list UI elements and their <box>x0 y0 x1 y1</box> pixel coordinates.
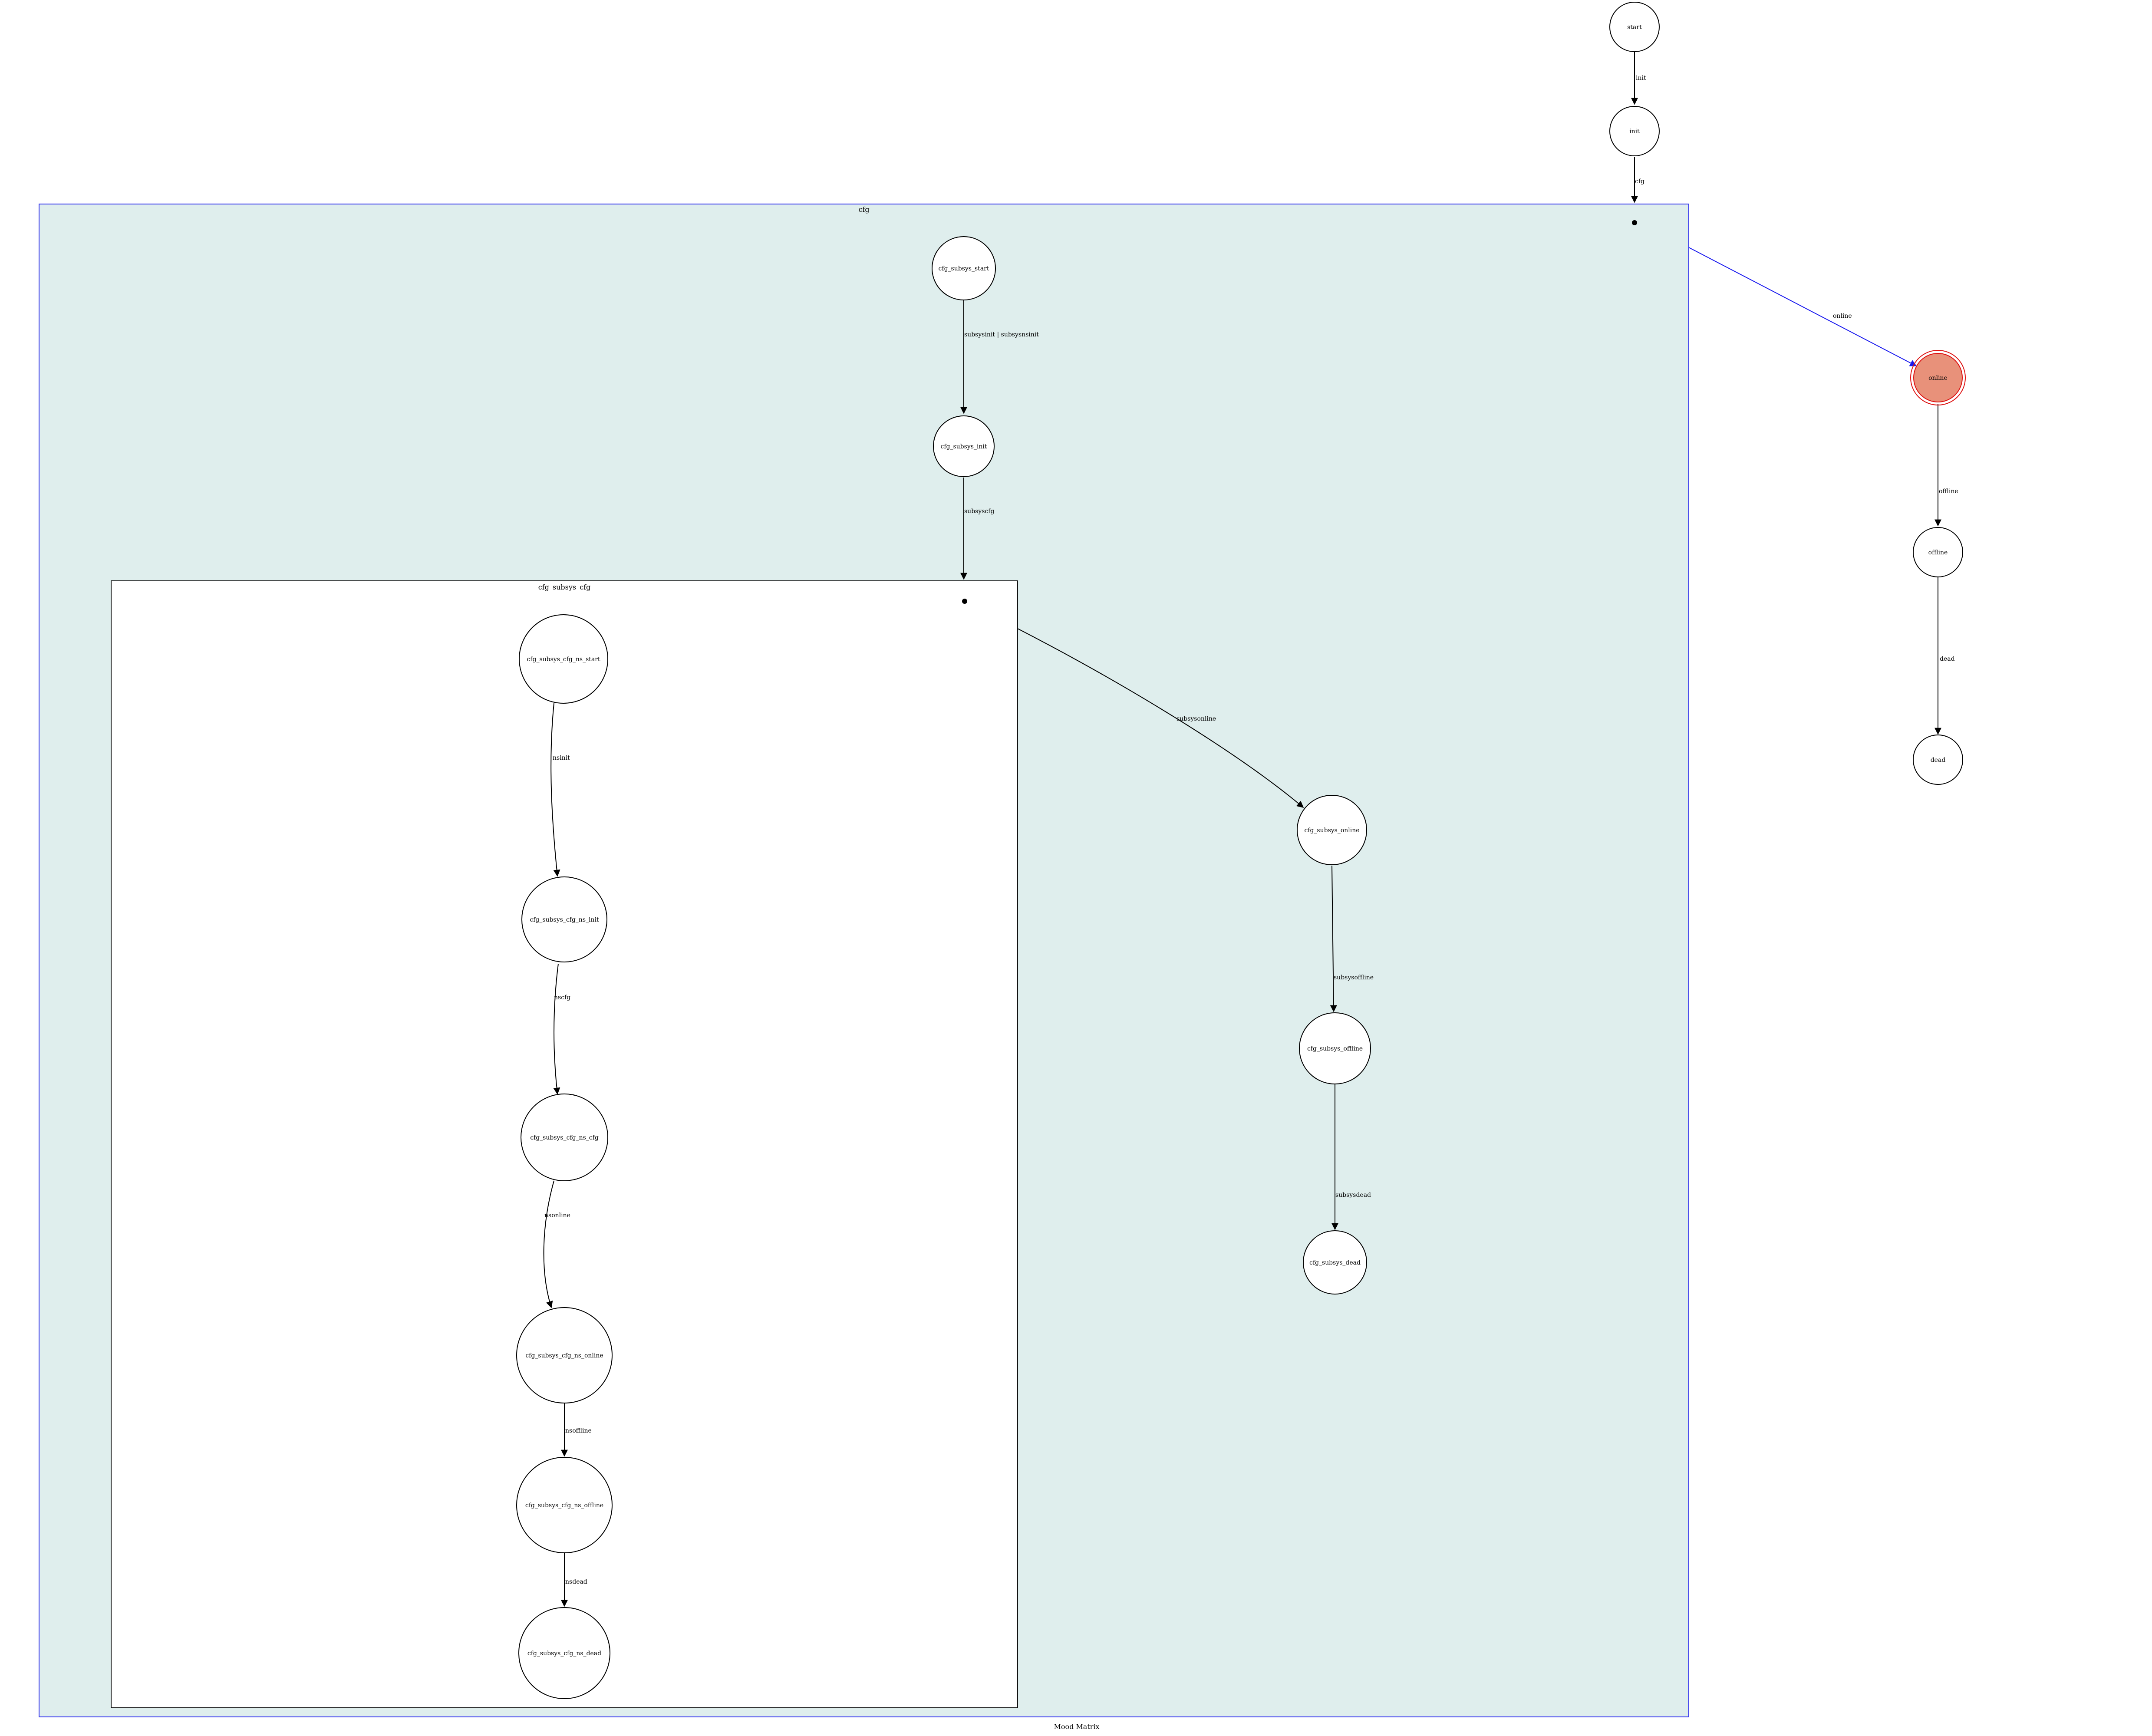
cluster-cfg-anchor-dot <box>1632 220 1637 225</box>
edge-label-subsysonline: subsysonline <box>1177 715 1216 722</box>
edge-label-nsonline: nsonline <box>544 1212 570 1219</box>
edge-label-cfg: cfg <box>1635 178 1644 185</box>
edge-label-nsdead: nsdead <box>565 1578 587 1585</box>
edge-label-online: online <box>1833 313 1852 320</box>
node-cfg-subsys-dead-label: cfg_subsys_dead <box>1309 1259 1361 1266</box>
diagram-caption: Mood Matrix <box>1054 1723 1100 1731</box>
edge-label-nsinit: nsinit <box>553 754 570 761</box>
edge-cfg-online <box>1689 247 1916 366</box>
node-start-label: start <box>1627 24 1642 31</box>
node-offline-label: offline <box>1928 549 1948 556</box>
cluster-cfg-subsys-cfg-anchor-dot <box>962 599 967 604</box>
edge-label-subsysinit: subsysinit | subsysnsinit <box>964 331 1039 338</box>
node-cfg-subsys-cfg-ns-online-label: cfg_subsys_cfg_ns_online <box>525 1352 603 1359</box>
edge-label-nsoffline: nsoffline <box>565 1427 592 1434</box>
edge-label-subsyscfg: subsyscfg <box>964 508 995 515</box>
edge-label-dead: dead <box>1940 656 1955 662</box>
node-cfg-subsys-cfg-ns-dead-label: cfg_subsys_cfg_ns_dead <box>527 1650 602 1657</box>
node-init-label: init <box>1629 128 1640 135</box>
node-cfg-subsys-cfg-ns-start-label: cfg_subsys_cfg_ns_start <box>527 656 600 663</box>
node-cfg-subsys-init-label: cfg_subsys_init <box>940 443 987 450</box>
edge-label-init: init <box>1636 75 1646 82</box>
node-cfg-subsys-online-label: cfg_subsys_online <box>1304 827 1360 834</box>
node-cfg-subsys-offline-label: cfg_subsys_offline <box>1307 1045 1363 1052</box>
node-cfg-subsys-cfg-ns-init-label: cfg_subsys_cfg_ns_init <box>530 916 599 923</box>
edge-label-offline: offline <box>1939 488 1958 495</box>
node-cfg-subsys-start-label: cfg_subsys_start <box>938 265 989 272</box>
node-dead-label: dead <box>1930 757 1946 764</box>
edge-label-subsysoffline: subsysoffline <box>1334 974 1374 981</box>
cluster-cfg-subsys-cfg-label: cfg_subsys_cfg <box>538 583 591 591</box>
edge-label-subsysdead: subsysdead <box>1335 1192 1371 1199</box>
node-cfg-subsys-cfg-ns-cfg-label: cfg_subsys_cfg_ns_cfg <box>530 1134 599 1141</box>
cluster-cfg-label: cfg <box>858 205 870 214</box>
node-cfg-subsys-cfg-ns-offline-label: cfg_subsys_cfg_ns_offline <box>525 1502 604 1509</box>
edge-label-nscfg: nscfg <box>554 994 571 1001</box>
node-online-label: online <box>1928 375 1948 382</box>
